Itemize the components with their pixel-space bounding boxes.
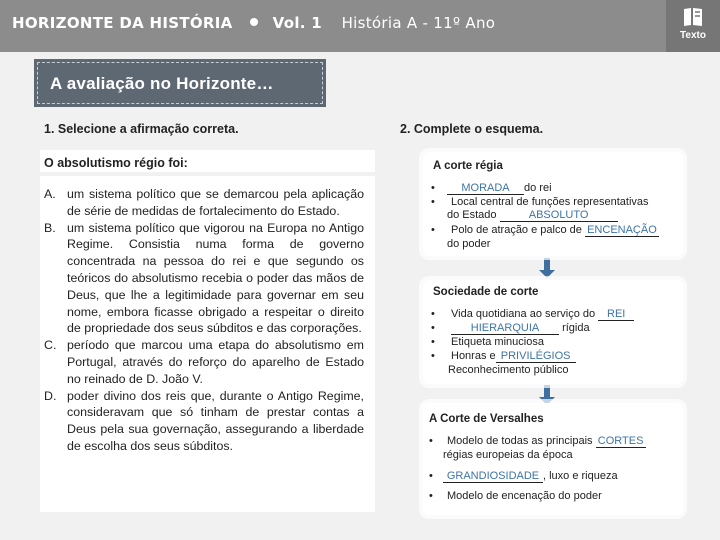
brand-name: HORIZONTE DA HISTÓRIA — [12, 14, 233, 32]
answer-hierarquia[interactable]: HIERARQUIA — [451, 323, 559, 335]
line-encenacao — [451, 224, 659, 237]
option-text: um sistema político que se demarcou pela aplicação de série de medidas de fortalecimento do Estado. — [67, 187, 364, 218]
text-regias: régias europeias da época — [443, 449, 573, 461]
option-text: período que marcou uma etapa do absolutismo em Portugal, através do reforço do aparelho de Estado no reinado de D. João V. — [67, 338, 364, 386]
answer-rei[interactable]: REI — [598, 309, 634, 321]
option-d[interactable] — [44, 388, 364, 455]
question-1-stem: O absolutismo régio foi: — [44, 156, 188, 170]
box-title: A Corte de Versalhes — [429, 413, 544, 425]
option-letter: C. — [44, 338, 57, 353]
line-rei — [451, 308, 634, 321]
volume-label: Vol. 1 — [272, 14, 323, 32]
answer-cortes[interactable]: CORTES — [596, 436, 646, 448]
option-text: poder divino dos reis que, durante o Antigo Regime, consideravam que só tinham de prestar contas a Deus pela sua governação, assegurando a liberdade de escolha dos seus súbditos. — [67, 388, 364, 453]
text-rigida: rígida — [562, 322, 590, 334]
line-hierarquia — [451, 322, 590, 335]
bullet: • — [429, 490, 433, 502]
answer-morada[interactable]: MORADA — [447, 183, 524, 195]
line-privilegios — [451, 350, 576, 363]
bullet: • — [431, 196, 435, 208]
line-morada — [447, 182, 552, 195]
bullet: • — [431, 336, 435, 348]
bullet: • — [431, 308, 435, 320]
top-bar — [0, 0, 720, 52]
text-local-central: Local central de funções representativas — [451, 196, 649, 208]
page-title-banner — [37, 62, 323, 104]
arrow-down-icon — [539, 270, 555, 278]
option-a[interactable] — [44, 186, 364, 220]
bullet: • — [429, 435, 433, 447]
options-list — [44, 186, 364, 455]
question-1-heading: 1. Selecione a afirmação correta. — [44, 122, 239, 136]
option-c[interactable] — [44, 337, 364, 387]
text-do-poder: do poder — [447, 238, 491, 250]
bullet: • — [431, 350, 435, 362]
brand-title — [12, 14, 495, 32]
option-text: um sistema político que vigorou na Europa no Antigo Regime. Consistia numa forma de governo concentrada na pessoa do rei e que segundo os teóricos do absolutismo recebia o poder das mãos de Deus, que lhe a legitimidade para governar em seu nome, embora ficasse obrigado a respeitar o direito de propriedade dos seus súbditos e das corporações. — [67, 220, 364, 336]
option-b[interactable] — [44, 220, 364, 338]
logo-text: Texto — [680, 30, 706, 41]
publisher-logo — [666, 0, 720, 52]
text-vida: Vida quotidiana ao serviço do — [451, 308, 596, 320]
line-cortes — [447, 435, 646, 448]
text-etiqueta: Etiqueta minuciosa — [451, 336, 544, 348]
line-absoluto — [447, 209, 618, 222]
text-luxo: , luxo e riqueza — [543, 470, 618, 482]
answer-grandiosidade[interactable]: GRANDIOSIDADE — [443, 471, 543, 483]
page-title: A avaliação no Horizonte… — [50, 74, 274, 93]
bullet: • — [429, 470, 433, 482]
scheme-box-corte-regia — [423, 152, 683, 256]
bullet: • — [431, 182, 435, 194]
text-reconhecimento: Reconhecimento público — [448, 364, 569, 376]
scheme-box-corte-versalhes — [423, 403, 683, 515]
option-letter: A. — [44, 187, 56, 201]
text-modelo-encenacao: Modelo de encenação do poder — [447, 490, 602, 502]
box-title: Sociedade de corte — [433, 286, 539, 298]
subject-label: História A - 11º Ano — [341, 14, 496, 32]
text-polo: Polo de atração e palco de — [451, 224, 582, 236]
book-icon — [682, 6, 704, 28]
panel-divider — [40, 172, 375, 176]
text-modelo-todas: Modelo de todas as principais — [447, 435, 593, 447]
option-letter: D. — [44, 388, 57, 403]
answer-privilegios[interactable]: PRIVILÉGIOS — [496, 351, 576, 363]
question-2-heading: 2. Complete o esquema. — [400, 122, 544, 136]
text-do-estado: do Estado — [447, 209, 497, 221]
bullet: • — [431, 322, 435, 334]
separator-dot-icon — [250, 18, 258, 26]
answer-encenacao[interactable]: ENCENAÇÃO — [585, 225, 659, 237]
answer-absoluto[interactable]: ABSOLUTO — [500, 210, 618, 222]
text-honras: Honras e — [451, 350, 496, 362]
text-do-rei: do rei — [524, 182, 552, 194]
box-title: A corte régia — [433, 160, 503, 172]
scheme-box-sociedade-corte — [423, 280, 683, 384]
bullet: • — [431, 224, 435, 236]
line-grandiosidade — [443, 470, 618, 483]
option-letter: B. — [44, 220, 56, 235]
